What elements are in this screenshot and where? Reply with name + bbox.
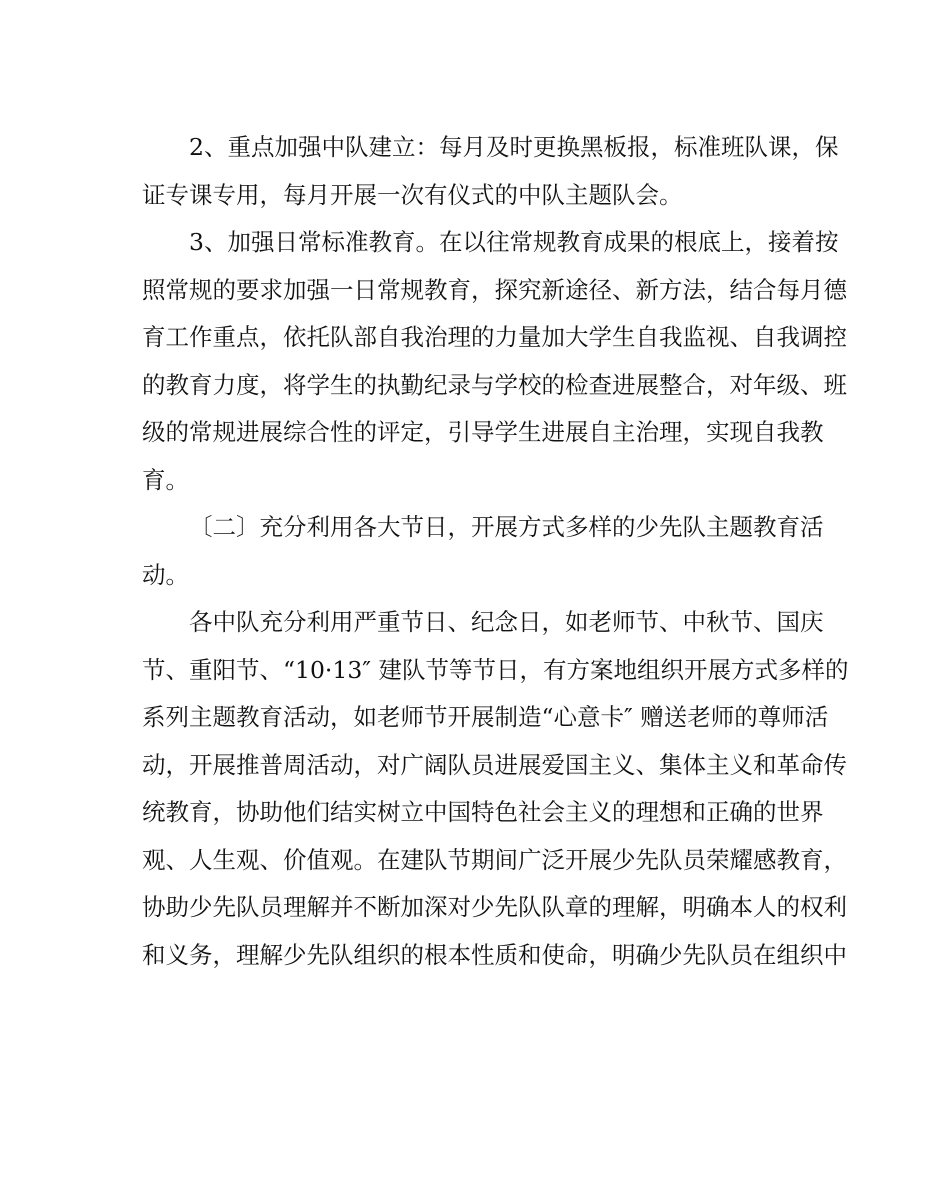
paragraph-3-line-2: 节、重阳节、“10·13″ 建队节等节日，有方案地组织开展方式多样的 (142, 655, 849, 684)
paragraph-3-line-8: 和义务，理解少先队组织的根本性质和使命，明确少先队员在组织中 (142, 940, 847, 969)
paragraph-2-line-6: 育。 (142, 465, 189, 494)
paragraph-3-line-4: 动，开展推普周活动，对广阔队员进展爱国主义、集体主义和革命传 (142, 750, 847, 779)
paragraph-2-line-3: 育工作重点，依托队部自我治理的力量加大学生自我监视、自我调控 (142, 323, 847, 351)
paragraph-1-line-1: 2、重点加强中队建立：每月及时更换黑板报，标准班队课，保 (189, 133, 839, 161)
paragraph-2-line-2: 照常规的要求加强一日常规教育，探究新途径、新方法，结合每月德 (142, 275, 847, 304)
paragraph-2-line-1: 3、加强日常标准教育。在以往常规教育成果的根底上，接着按 (189, 228, 839, 256)
section-heading-line-2: 动。 (142, 560, 189, 589)
paragraph-3-line-6: 观、人生观、价值观。在建队节期间广泛开展少先队员荣耀感教育， (142, 845, 847, 874)
paragraph-2-line-5: 级的常规进展综合性的评定，引导学生进展自主治理，实现自我教 (142, 418, 824, 446)
paragraph-3-line-1: 各中队充分利用严重节日、纪念日，如老师节、中秋节、国庆 (189, 608, 824, 636)
paragraph-3-line-5: 统教育，协助他们结实树立中国特色社会主义的理想和正确的世界 (142, 798, 824, 826)
section-heading-line-1: 〔二〕充分利用各大节日，开展方式多样的少先队主题教育活 (189, 513, 824, 541)
body-text (142, 124, 849, 979)
paragraph-3-line-3: 系列主题教育活动，如老师节开展制造“心意卡″ 赠送老师的尊师活 (142, 703, 829, 731)
paragraph-3-line-7: 协助少先队员理解并不断加深对少先队队章的理解，明确本人的权利 (142, 893, 847, 921)
paragraph-2-line-4: 的教育力度，将学生的执勤纪录与学校的检查进展整合，对年级、班 (142, 370, 847, 399)
paragraph-1-line-2: 证专课专用，每月开展一次有仪式的中队主题队会。 (142, 180, 683, 209)
